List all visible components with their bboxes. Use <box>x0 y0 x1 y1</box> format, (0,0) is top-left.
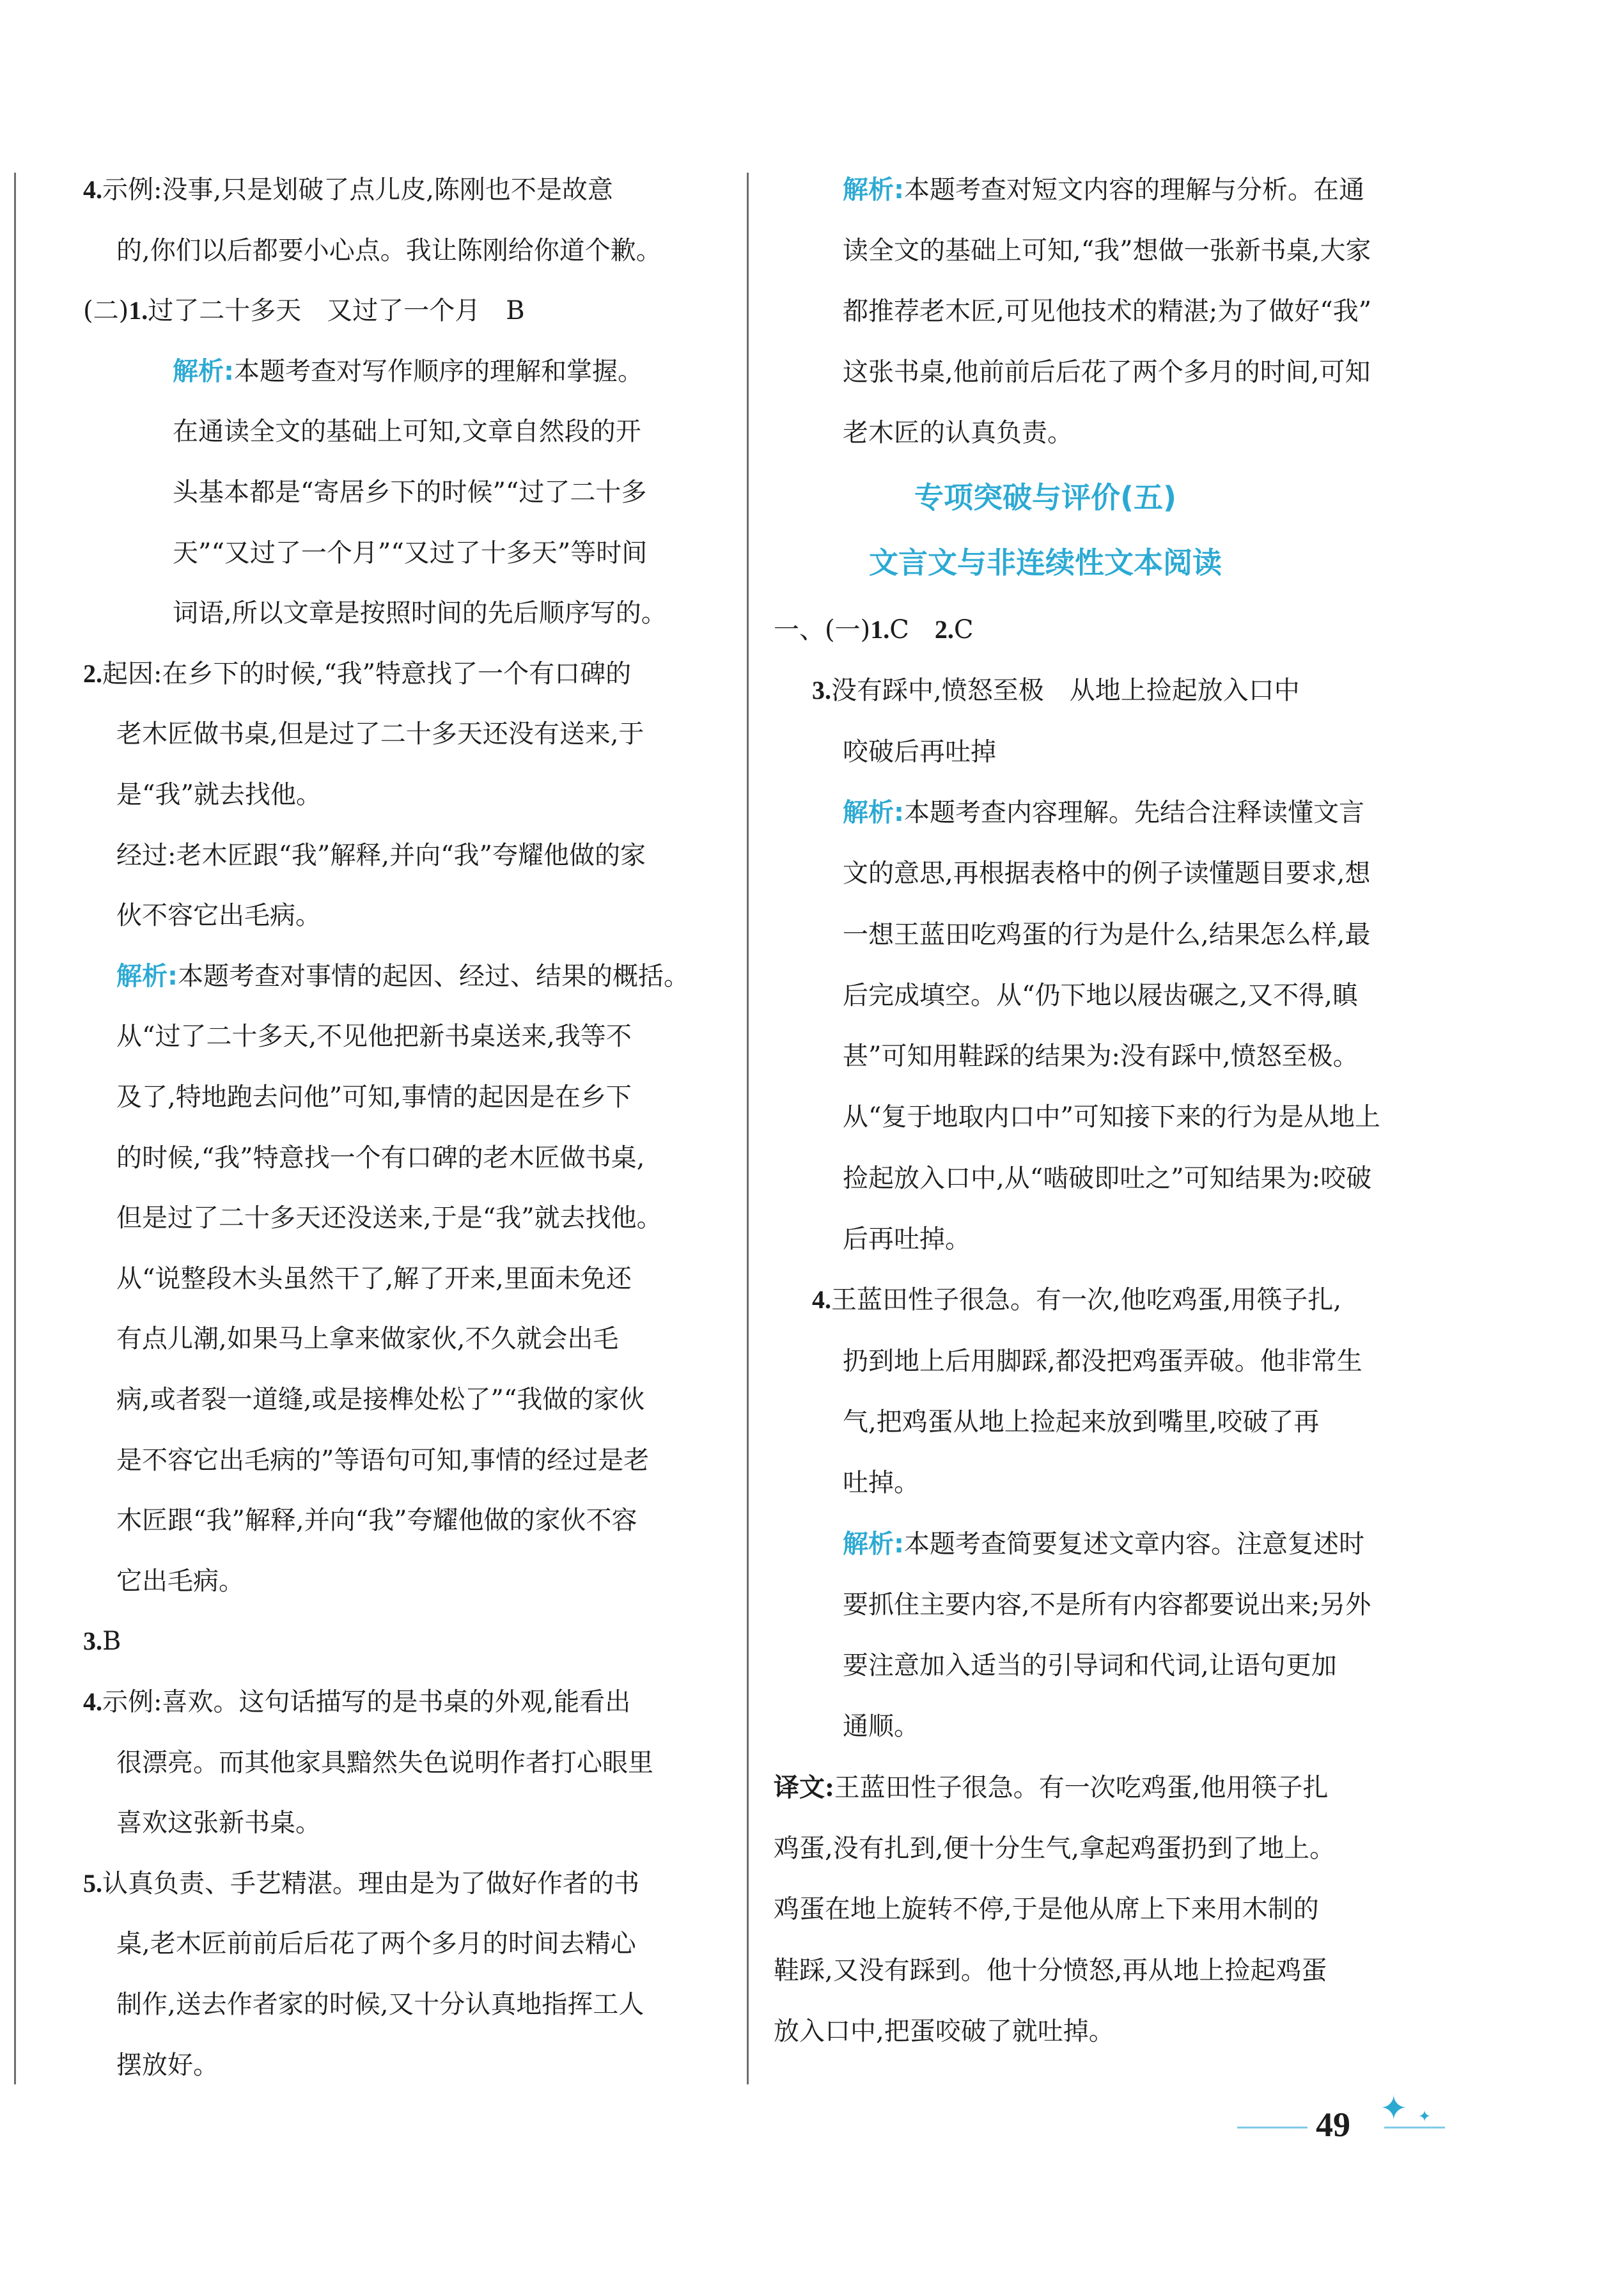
line-text: 是不容它出毛病的”等语句可知,事情的经过是老 <box>116 1445 650 1475</box>
line-text: 文的意思,再根据表格中的例子读懂题目要求,想 <box>843 859 1371 889</box>
text-line <box>774 1457 1451 1508</box>
text-line <box>774 1823 1451 1874</box>
line-text: 起因:在乡下的时候,“我”特意找了一个有口碑的 <box>102 659 632 689</box>
text-line <box>774 848 1451 899</box>
line-text: 后完成填空。从“仍下地以屐齿碾之,又不得,瞋 <box>843 980 1358 1010</box>
line-text: 捡起放入口中,从“啮破即吐之”可知结果为:咬破 <box>843 1163 1372 1193</box>
text-line <box>83 1192 729 1244</box>
text-line <box>843 347 1450 398</box>
line-text: 本题考查内容理解。先结合注释读懂文言 <box>904 797 1364 827</box>
section-subheading: 文言文与非连续性文本阅读 <box>869 545 1222 580</box>
text-line <box>83 1495 729 1546</box>
text-line <box>774 1519 1451 1570</box>
line-text: 伙不容它出毛病。 <box>116 901 321 931</box>
text-line <box>83 1313 729 1364</box>
analysis-label: 解析: <box>843 175 904 205</box>
line-text: 从“复于地取内口中”可知接下来的行为是从地上 <box>843 1102 1380 1132</box>
line-text: 本题考查对事情的起因、经过、结果的概括。 <box>178 961 689 991</box>
line-text: 的,你们以后都要小心点。我让陈刚给你道个歉。 <box>116 235 662 265</box>
text-line <box>774 1701 1451 1752</box>
analysis-label: 解析: <box>173 356 234 386</box>
line-text: 扔到地上后用脚踩,都没把鸡蛋弄破。他非常生 <box>843 1346 1362 1376</box>
line-text: 示例:喜欢。这句话描写的是书桌的外观,能看出 <box>102 1687 631 1717</box>
text-line <box>83 1011 729 1062</box>
line-text: 示例:没事,只是划破了点儿皮,陈刚也不是故意 <box>102 175 613 205</box>
text-line <box>83 1253 729 1304</box>
text-line <box>83 1616 729 1667</box>
text-line <box>83 2040 729 2091</box>
sparkle-icon: ✦ <box>1380 2089 1408 2128</box>
text-line <box>83 1918 729 1969</box>
line-text: 木匠跟“我”解释,并向“我”夸耀他做的家伙不容 <box>116 1506 637 1536</box>
analysis-label: 解析: <box>843 797 904 827</box>
text-line <box>774 1031 1451 1082</box>
line-text: 头基本都是“寄居乡下的时候”“过了二十多 <box>173 478 647 507</box>
text-line <box>774 909 1451 960</box>
translation-label: 译文: <box>774 1772 834 1802</box>
line-text: 天”“又过了一个月”“又过了十多天”等时间 <box>173 538 648 568</box>
text-line <box>83 1072 729 1123</box>
line-text: C <box>889 615 935 644</box>
line-text: 老木匠的认真负责。 <box>843 418 1073 448</box>
line-text: 本题考查对短文内容的理解与分析。在通 <box>904 175 1364 205</box>
item-number: 3. <box>812 676 831 705</box>
line-text: 它出毛病。 <box>116 1566 244 1596</box>
text-line <box>83 1979 729 2030</box>
text-line <box>774 1153 1451 1204</box>
text-line <box>83 1556 729 1607</box>
text-line <box>774 787 1451 838</box>
line-text: 经过:老木匠跟“我”解释,并向“我”夸耀他做的家 <box>116 840 646 870</box>
item-number: 4. <box>812 1285 831 1315</box>
text-line <box>774 1336 1451 1387</box>
text-line <box>83 890 729 941</box>
line-text: 王蓝田性子很急。有一次,他吃鸡蛋,用筷子扎, <box>831 1285 1342 1315</box>
line-text: 在通读全文的基础上可知,文章自然段的开 <box>173 417 641 447</box>
text-line <box>774 1640 1451 1691</box>
text-line <box>774 1214 1451 1265</box>
text-line <box>774 1396 1451 1448</box>
line-text: 桌,老木匠前前后后花了两个多月的时间去精心 <box>116 1929 636 1959</box>
text-line <box>83 285 729 336</box>
item-prefix: (二) <box>83 296 129 326</box>
line-text: 鞋踩,又没有踩到。他十分愤怒,再从地上捡起鸡蛋 <box>774 1955 1327 1985</box>
text-line <box>774 1762 1451 1813</box>
analysis-label: 解析: <box>116 961 178 991</box>
item-number: 4. <box>83 175 102 204</box>
line-text: 从“说整段木头虽然干了,解了开来,里面未免还 <box>116 1263 632 1293</box>
line-text: 要注意加入适当的引导词和代词,让语句更加 <box>843 1651 1337 1681</box>
line-text: 病,或者裂一道缝,或是接榫处松了”“我做的家伙 <box>116 1385 645 1414</box>
item-number: 5. <box>83 1868 102 1898</box>
line-text: 制作,送去作者家的时候,又十分认真地指挥工人 <box>116 1990 644 2019</box>
text-line <box>774 1884 1451 1935</box>
item-number: 1. <box>870 615 890 644</box>
text-line <box>774 1579 1451 1630</box>
line-text: 鸡蛋,没有扎到,便十分生气,拿起鸡蛋扔到了地上。 <box>774 1834 1336 1863</box>
text-line <box>83 1858 729 1909</box>
line-text: 喜欢这张新书桌。 <box>116 1808 321 1838</box>
line-text: B <box>102 1627 121 1657</box>
text-line <box>83 1797 729 1848</box>
text-line <box>774 604 1451 655</box>
line-text: 认真负责、手艺精湛。理由是为了做好作者的书 <box>102 1868 639 1898</box>
analysis-label: 解析: <box>843 1529 904 1559</box>
line-text: 的时候,“我”特意找一个有口碑的老木匠做书桌, <box>116 1143 645 1173</box>
line-text: C <box>953 615 974 644</box>
text-line <box>83 164 729 215</box>
text-line <box>774 1274 1451 1325</box>
item-prefix: 一、(一) <box>774 615 871 644</box>
line-text: 都推荐老木匠,可见他技术的精湛;为了做好“我” <box>843 297 1372 326</box>
text-line <box>843 407 1450 458</box>
line-text: 要抓住主要内容,不是所有内容都要说出来;另外 <box>843 1590 1371 1620</box>
page-number: 49 <box>1316 2105 1350 2144</box>
line-text: 是“我”就去找他。 <box>116 780 322 809</box>
line-text: 气,把鸡蛋从地上捡起来放到嘴里,咬破了再 <box>843 1407 1320 1437</box>
line-text: 放入口中,把蛋咬破了就吐掉。 <box>774 2016 1114 2046</box>
text-line <box>774 2006 1451 2057</box>
text-line <box>774 1091 1451 1143</box>
line-text: 本题考查对写作顺序的理解和掌握。 <box>234 356 643 386</box>
text-line <box>83 708 729 760</box>
line-text: 过了二十多天 又过了一个月 B <box>148 296 525 326</box>
line-text: 没有踩中,愤怒至极 从地上捡起放入口中 <box>831 676 1300 706</box>
text-line <box>774 665 1451 716</box>
line-text: 王蓝田性子很急。有一次吃鸡蛋,他用筷子扎 <box>834 1772 1329 1802</box>
item-number: 2. <box>83 659 102 688</box>
text-line <box>83 648 729 699</box>
line-text: 词语,所以文章是按照时间的先后顺序写的。 <box>173 598 667 629</box>
line-text: 有点儿潮,如果马上拿来做家伙,不久就会出毛 <box>116 1324 619 1354</box>
text-line <box>83 406 729 457</box>
item-number: 3. <box>83 1627 102 1656</box>
text-line <box>83 1737 729 1788</box>
line-text: 这张书桌,他前前后后花了两个多月的时间,可知 <box>843 357 1371 387</box>
line-text: 一想王蓝田吃鸡蛋的行为是什么,结果怎么样,最 <box>843 919 1371 949</box>
line-text: 咬破后再吐掉 <box>843 737 996 767</box>
item-number: 4. <box>83 1687 102 1716</box>
text-line <box>843 164 1450 215</box>
text-line <box>843 286 1450 337</box>
line-text: 后再吐掉。 <box>843 1224 971 1254</box>
left-margin-rule <box>14 173 16 2084</box>
line-text: 但是过了二十多天还没送来,于是“我”就去找他。 <box>116 1203 662 1233</box>
text-line <box>843 225 1450 276</box>
text-line <box>83 225 729 276</box>
text-line <box>83 1435 729 1486</box>
line-text: 通顺。 <box>843 1712 919 1742</box>
line-text: 及了,特地跑去问他”可知,事情的起因是在乡下 <box>116 1082 632 1112</box>
text-line <box>774 1945 1451 1996</box>
line-text: 甚”可知用鞋踩的结果为:没有踩中,愤怒至极。 <box>843 1042 1359 1072</box>
text-line <box>83 346 729 397</box>
text-line <box>83 1374 729 1425</box>
line-text: 鸡蛋在地上旋转不停,于是他从席上下来用木制的 <box>774 1894 1319 1925</box>
line-text: 吐掉。 <box>843 1468 919 1498</box>
text-line <box>83 1132 729 1183</box>
text-line <box>83 951 729 1002</box>
line-text: 摆放好。 <box>116 2050 219 2080</box>
line-text: 本题考查简要复述文章内容。注意复述时 <box>904 1529 1364 1559</box>
item-number: 1. <box>129 296 148 325</box>
text-line <box>774 970 1451 1021</box>
item-number: 2. <box>934 615 954 644</box>
section-heading: 专项突破与评价(五) <box>914 480 1177 515</box>
line-text: 从“过了二十多天,不见他把新书桌送来,我等不 <box>116 1022 632 1052</box>
column-divider <box>747 173 749 2084</box>
small-sparkle-icon: ✦ <box>1418 2107 1432 2125</box>
text-line <box>83 588 729 639</box>
footer-line-left <box>1237 2127 1308 2128</box>
text-line <box>83 769 729 820</box>
text-line <box>83 1676 729 1728</box>
text-line <box>774 726 1451 777</box>
line-text: 读全文的基础上可知,“我”想做一张新书桌,大家 <box>843 236 1371 265</box>
line-text: 很漂亮。而其他家具黯然失色说明作者打心眼里 <box>116 1747 653 1777</box>
text-line <box>83 527 729 579</box>
text-line <box>83 467 729 518</box>
text-line <box>83 830 729 881</box>
line-text: 老木匠做书桌,但是过了二十多天还没有送来,于 <box>116 719 644 749</box>
